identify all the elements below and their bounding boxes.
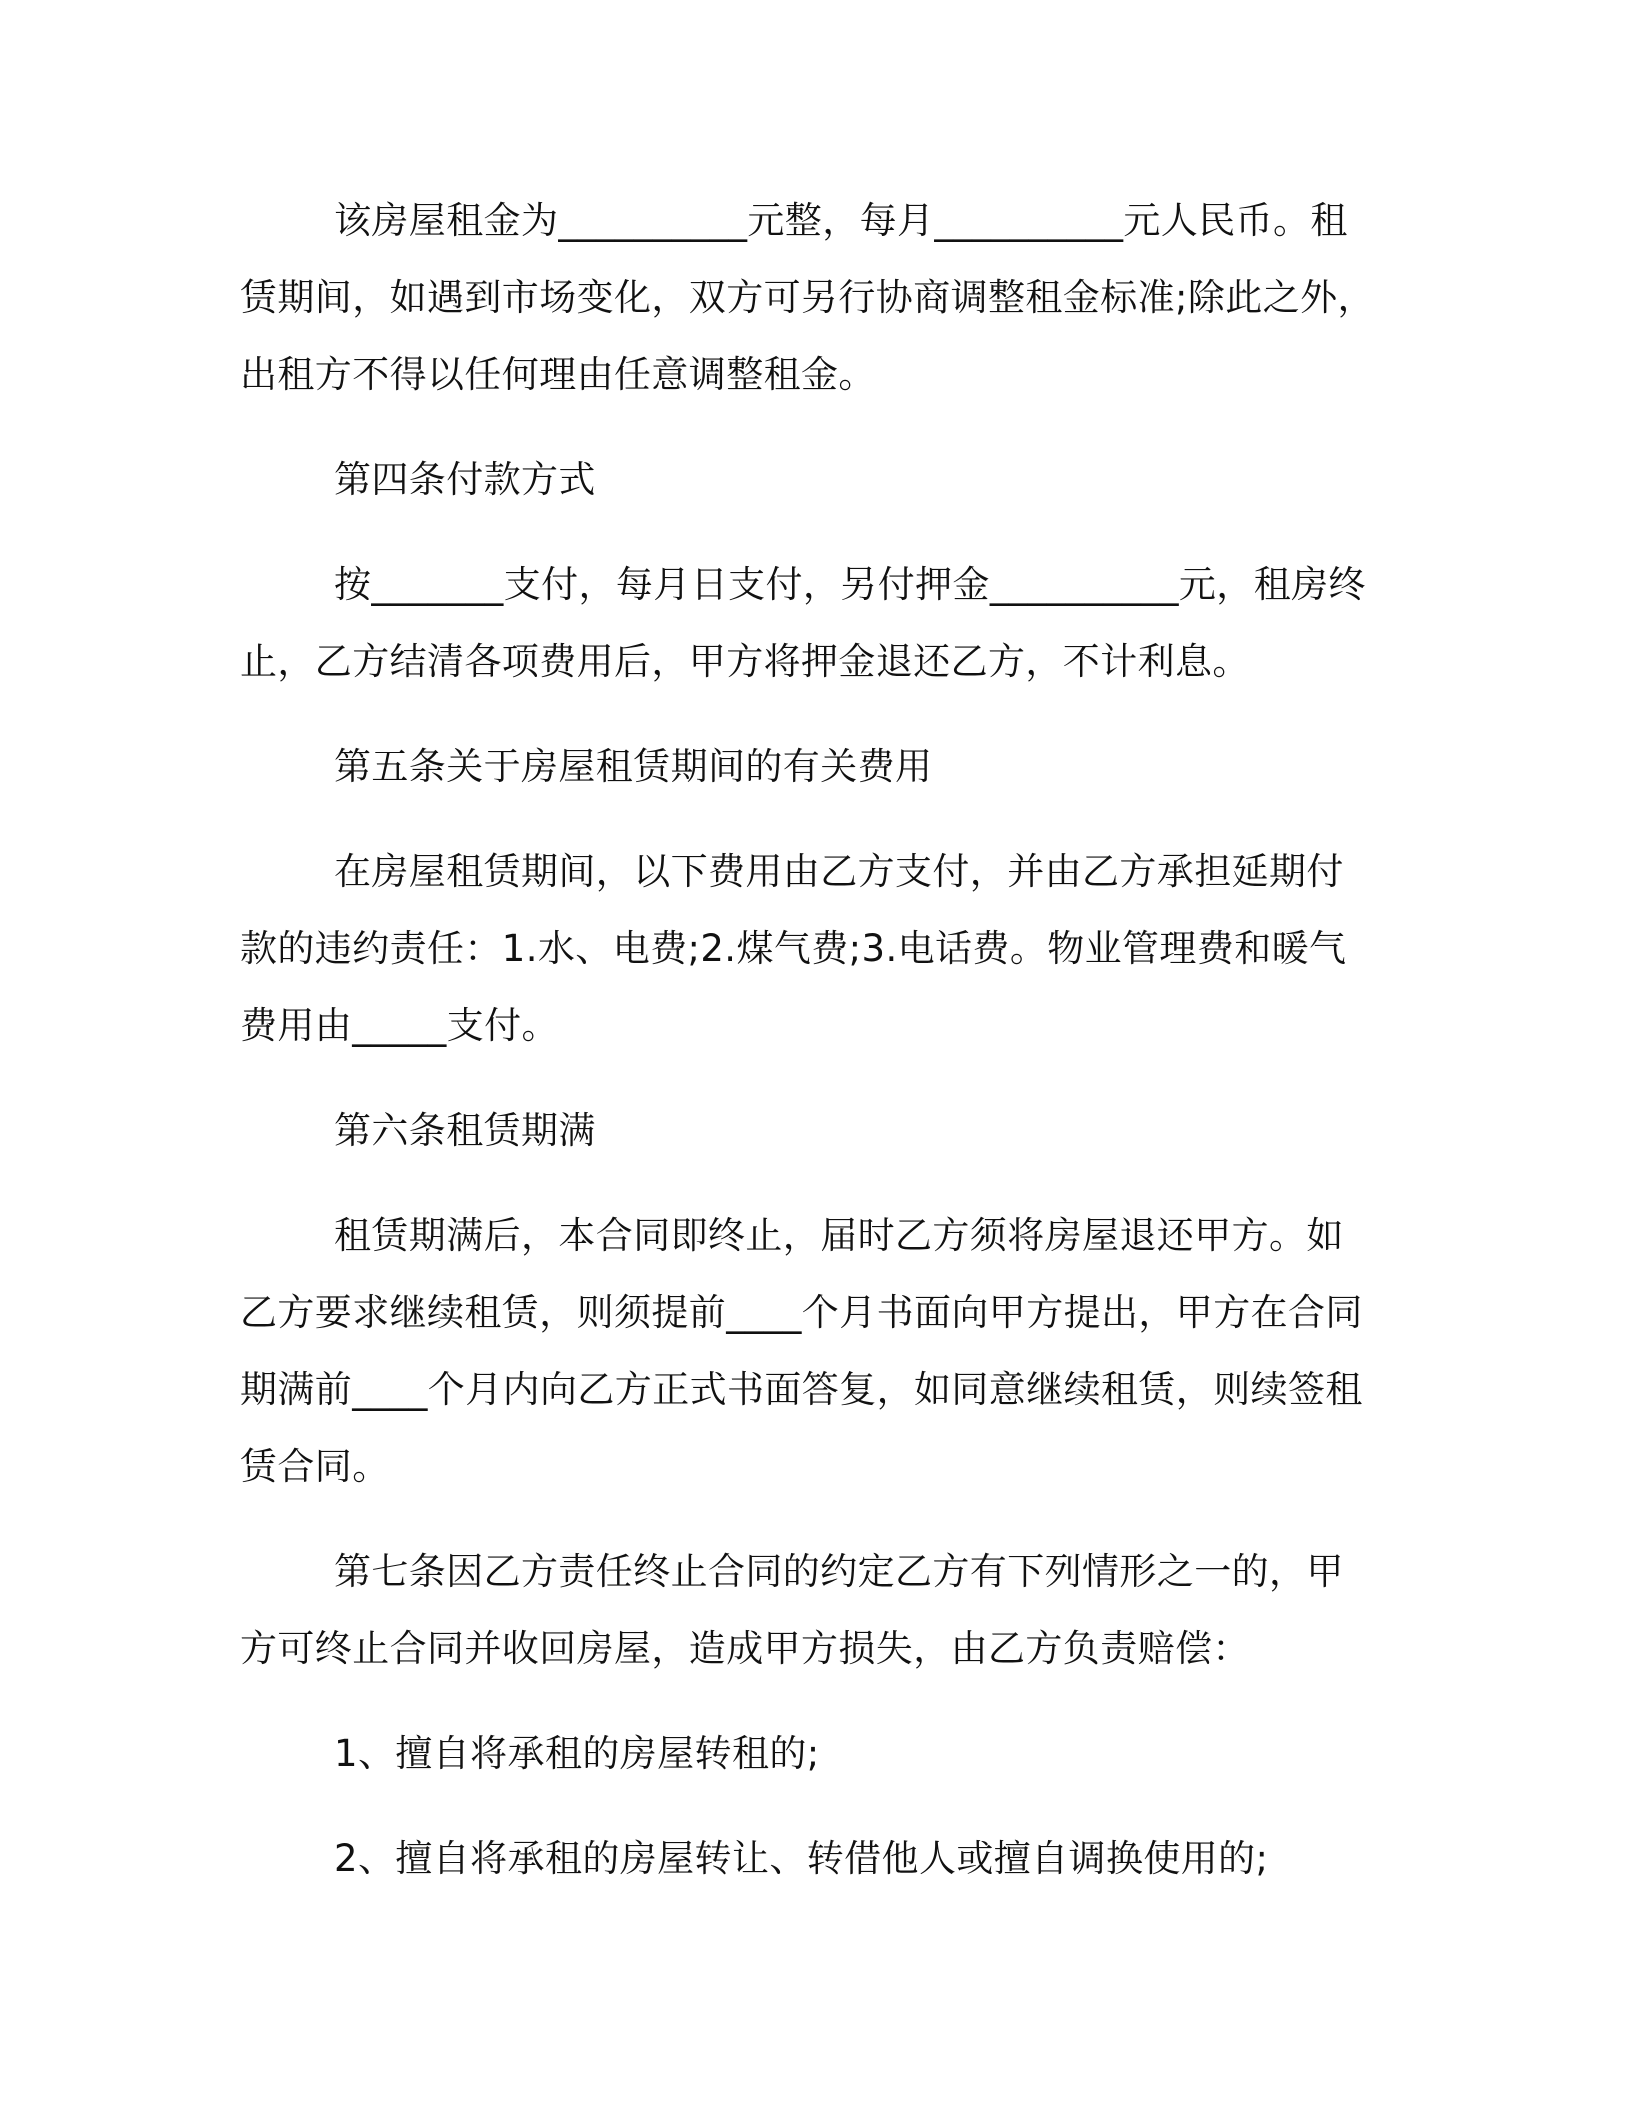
paragraph-spacer	[240, 413, 1380, 441]
paragraph-spacer	[240, 1792, 1380, 1820]
paragraph-rental-fees: 在房屋租赁期间，以下费用由乙方支付，并由乙方承担延期付款的违约责任：1.水、电费;2.煤气费;3.电话费。物业管理费和暖气费用由_____支付。	[240, 850, 1347, 1047]
paragraph-spacer	[240, 1505, 1380, 1533]
paragraph-spacer	[240, 1169, 1380, 1197]
paragraph-article-7: 第七条因乙方责任终止合同的约定乙方有下列情形之一的，甲方可终止合同并收回房屋，造成甲方损失，由乙方负责赔偿：	[240, 1550, 1344, 1670]
list-item-1: 1、擅自将承租的房屋转租的;	[334, 1732, 820, 1775]
paragraph-spacer	[240, 1064, 1380, 1092]
list-item-2: 2、擅自将承租的房屋转让、转借他人或擅自调换使用的;	[334, 1837, 1269, 1880]
paragraph-spacer	[240, 1687, 1380, 1715]
paragraph-spacer	[240, 700, 1380, 728]
paragraph-spacer	[240, 805, 1380, 833]
paragraph-spacer	[240, 518, 1380, 546]
paragraph-payment-method: 按_______支付，每月日支付，另付押金__________元，租房终止，乙方结清各项费用后，甲方将押金退还乙方，不计利息。	[240, 563, 1366, 683]
heading-article-4: 第四条付款方式	[334, 458, 596, 501]
paragraph-lease-expiry: 租赁期满后，本合同即终止，届时乙方须将房屋退还甲方。如乙方要求继续租赁，则须提前____个月书面向甲方提出，甲方在合同期满前____个月内向乙方正式书面答复，如同意继续租赁，则续签租赁合同。	[240, 1214, 1363, 1488]
heading-article-6: 第六条租赁期满	[334, 1109, 596, 1152]
heading-article-5: 第五条关于房屋租赁期间的有关费用	[334, 745, 933, 788]
paragraph-rent-amount: 该房屋租金为__________元整，每月__________元人民币。租赁期间，如遇到市场变化，双方可另行协商调整租金标准;除此之外，出租方不得以任何理由任意调整租金。	[240, 199, 1375, 396]
document-body	[240, 182, 1380, 1897]
